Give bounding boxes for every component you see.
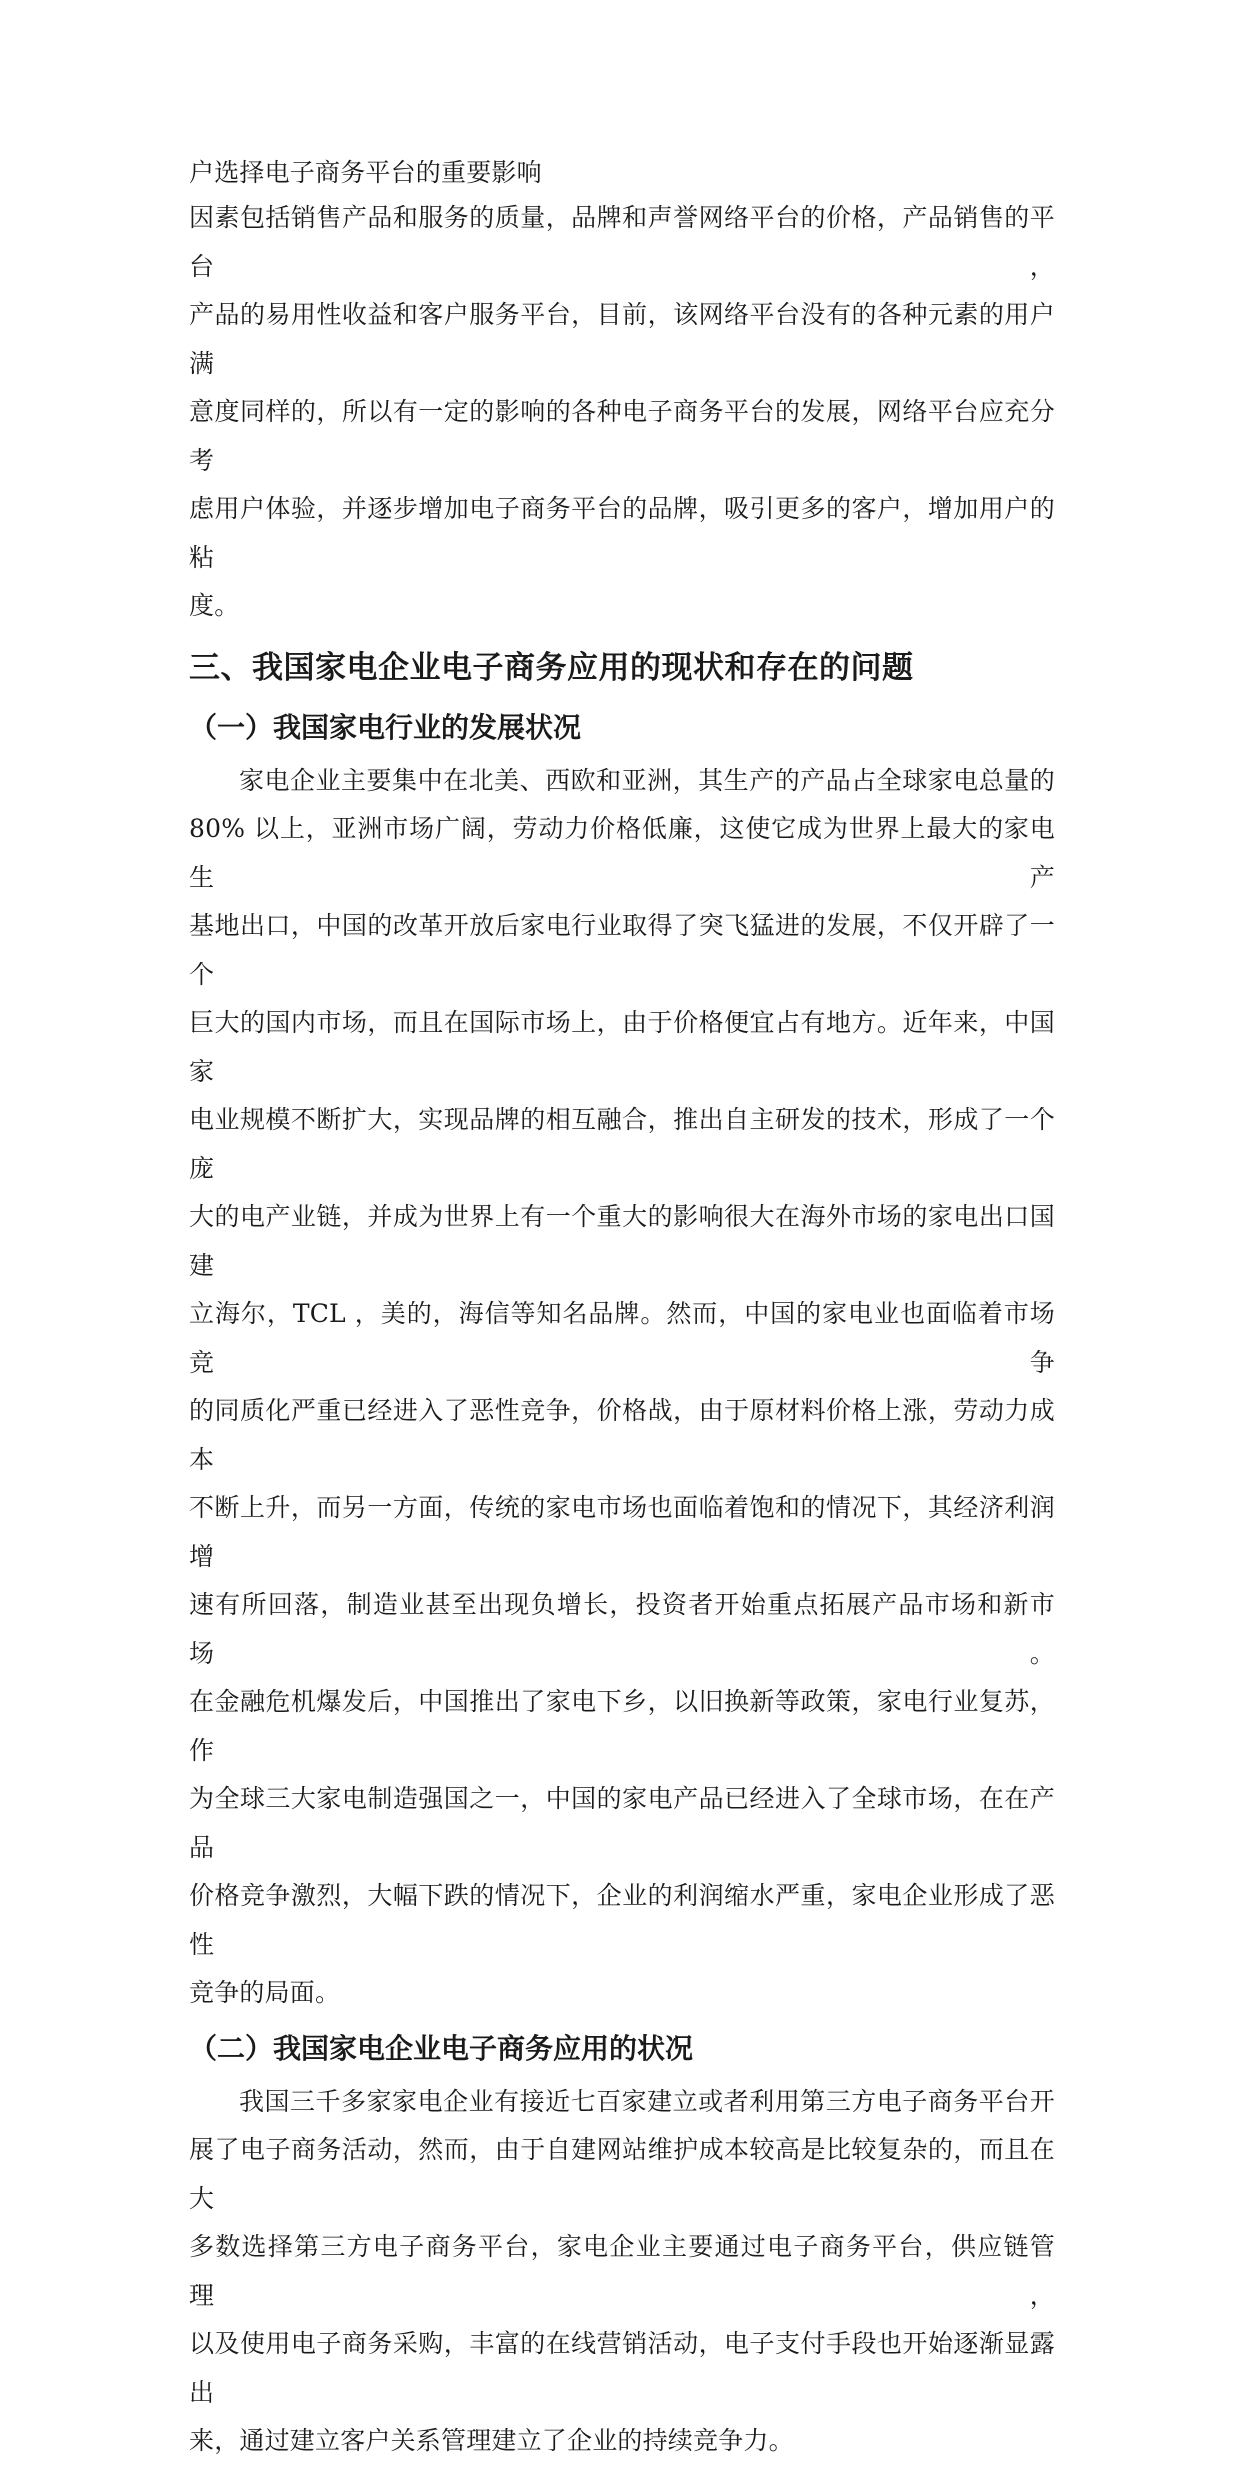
industry-line-12: 为全球三大家电制造强国之一，中国的家电产品已经进入了全球市场，在在产品 xyxy=(189,1784,1055,1862)
intro-line-3: 产品的易用性收益和客户服务平台，目前，该网络平台没有的各种元素的用户满 xyxy=(189,300,1055,378)
industry-line-9: 不断上升，而另一方面，传统的家电市场也面临着饱和的情况下，其经济利润增 xyxy=(189,1493,1055,1571)
ecommerce-line-4: 以及使用电子商务采购，丰富的在线营销活动，电子支付手段也开始逐渐显露出 xyxy=(189,2329,1055,2407)
industry-line-8: 的同质化严重已经进入了恶性竞争，价格战，由于原材料价格上涨，劳动力成本 xyxy=(189,1396,1055,1474)
industry-line-11: 在金融危机爆发后，中国推出了家电下乡，以旧换新等政策，家电行业复苏，作 xyxy=(189,1687,1055,1765)
intro-line-5: 虑用户体验，并逐步增加电子商务平台的品牌，吸引更多的客户，增加用户的粘 xyxy=(189,494,1055,572)
industry-line-5: 电业规模不断扩大，实现品牌的相互融合，推出自主研发的技术，形成了一个庞 xyxy=(189,1105,1055,1183)
ecommerce-paragraph xyxy=(189,2078,1055,2466)
intro-line-6: 度。 xyxy=(189,591,240,620)
subsection-heading-1: （一）我国家电行业的发展状况 xyxy=(189,710,582,744)
industry-line-14: 竞争的局面。 xyxy=(189,1978,341,2007)
ecommerce-line-2: 展了电子商务活动，然而，由于自建网站维护成本较高是比较复杂的，而且在大 xyxy=(189,2135,1055,2213)
intro-line-2: 因素包括销售产品和服务的质量，品牌和声誉网络平台的价格，产品销售的平台， xyxy=(189,203,1055,281)
industry-line-13: 价格竞争激烈，大幅下跌的情况下，企业的利润缩水严重，家电企业形成了恶性 xyxy=(189,1881,1055,1959)
intro-paragraph xyxy=(189,158,1055,631)
industry-line-3: 基地出口，中国的改革开放后家电行业取得了突飞猛进的发展，不仅开辟了一个 xyxy=(189,911,1055,989)
industry-line-6: 大的电产业链，并成为世界上有一个重大的影响很大在海外市场的家电出口国建 xyxy=(189,1202,1055,1280)
industry-line-1: 家电企业主要集中在北美、西欧和亚洲，其生产的产品占全球家电总量的 xyxy=(239,765,1055,795)
ecommerce-line-5: 来，通过建立客户关系管理建立了企业的持续竞争力。 xyxy=(189,2426,794,2455)
ecommerce-line-1: 我国三千多家家电企业有接近七百家建立或者利用第三方电子商务平台开 xyxy=(239,2086,1055,2116)
industry-paragraph xyxy=(189,757,1055,2018)
industry-line-10: 速有所回落，制造业甚至出现负增长，投资者开始重点拓展产品市场和新市场。 xyxy=(189,1590,1055,1668)
industry-line-4: 巨大的国内市场，而且在国际市场上，由于价格便宜占有地方。近年来，中国家 xyxy=(189,1008,1055,1086)
ecommerce-line-3: 多数选择第三方电子商务平台，家电企业主要通过电子商务平台，供应链管理， xyxy=(189,2232,1055,2310)
industry-line-7: 立海尔，TCL ，美的，海信等知名品牌。然而，中国的家电业也面临着市场竞争 xyxy=(189,1299,1055,1377)
intro-line-4: 意度同样的，所以有一定的影响的各种电子商务平台的发展，网络平台应充分考 xyxy=(189,397,1055,475)
intro-line-1: 户选择电子商务平台的重要影响 xyxy=(189,158,542,187)
document-page xyxy=(189,158,1055,2466)
subsection-heading-2: （二）我国家电企业电子商务应用的状况 xyxy=(189,2031,694,2065)
section-heading: 三、我国家电企业电子商务应用的现状和存在的问题 xyxy=(189,649,914,686)
industry-line-2: 80% 以上，亚洲市场广阔，劳动力价格低廉，这使它成为世界上最大的家电生产 xyxy=(189,814,1055,892)
